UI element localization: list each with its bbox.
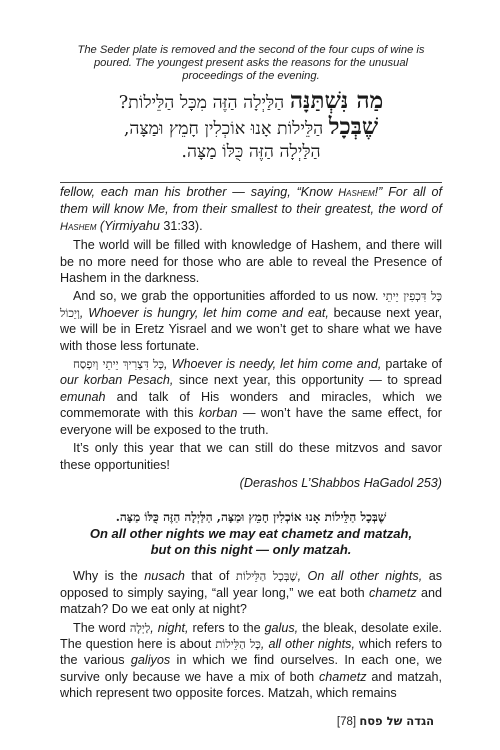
paragraph-3: And so, we grab the opportunities afforded to us now. כָּל דִּכְפִין יֵיתֵי וְיֵכוֹל, Whoever is hungry, let him come and eat, because next year, we will be in Eretz Yisrael and we won’t get to share what we have with those less fortunate. [60,289,442,353]
paragraph-1: fellow, each man his brother — saying, “Know Hashem!” For all of them will know Me, from their smallest to their greatest, the word of Hashem (Yirmiyahu 31:33). [60,185,443,233]
heb-line-1-big: מַה נִּשְׁתַּנָּה [289,87,384,114]
subheading-hebrew: שֶׁבְּכָל הַלֵּילוֹת אָנוּ אוֹכְלִין חָמֵץ וּמַצָּה, הַלַּיְלָה הַזֶּה כֻּלּוֹ מַצָּה. [115,510,387,525]
heb-line-3: הַלַּיְלָה הַזֶּה כֻּלּוֹ מַצָּה. [181,142,321,162]
page-number: [78] [336,716,357,728]
book-title-hebrew: הגדה של פסח [359,714,434,728]
heb-line-1-rest: הַלַּיְלָה הַזֶּה מִכָּל הַלֵּילוֹת? [118,93,285,113]
subheading-english-2: but on this night — only matzah. [150,542,352,558]
instruction-text: The Seder plate is removed and the second of the four cups of wine is poured. The youngest present asks the reasons for the unusual proceedings of the evening. [77,44,425,82]
paragraph-4: כָּל דִּצְרִיךְ יֵיתֵי וְיִפְסַח, Whoever is needy, let him come and, partake of our korban Pesach, since next year, this opportunity — to spread emunah and talk of His wonders and miracles, which we commemorate with this korban — won’t have the same effect, for everyone will be exposed to the truth. [60,357,443,437]
paragraph-2: The world will be filled with knowledge of Hashem, and there will be no more need for those who are able to reveal the Presence of Hashem in the darkness. [60,238,442,286]
heb-line-1 [62,89,440,115]
page-footer [0,714,440,728]
header-divider [60,182,442,183]
heb-line-2-rest: הַלֵּילוֹת אָנוּ אוֹכְלִין חָמֵץ וּמַצָּה, [123,119,324,139]
paragraph-5: It’s only this year that we can still do these mitzvos and savor these opportunities! [60,441,442,472]
paragraph-7: The word לַיְלָה, night, refers to the galus, the bleak, desolate exile. The question here is about כָּל הַלֵּילוֹת, all other nights, which refers to the various galiyos in which we find ourselves. In each one, we survive only because we have a mix of both chametz and matzah, which represent two opposite forces. Matzah, which remains [60,620,443,701]
commentary-body [60,184,442,704]
section-subheading [60,509,442,558]
subheading-english-1: On all other nights we may eat chametz and matzah, [89,526,413,542]
heb-line-2-big: שֶׁבְּכָל [328,113,379,140]
mah-nishtanah-title [62,89,440,164]
haggadah-header [62,44,440,182]
heb-line-2 [62,115,440,141]
paragraph-6: Why is the nusach that of שֶׁבְּכָל הַלֵּילוֹת, On all other nights, as opposed to simply saying, “all year long,” we eat both chametz and matzah? Do we eat only at night? [60,569,443,617]
source-citation: (Derashos L’Shabbos HaGadol 253) [239,475,442,490]
